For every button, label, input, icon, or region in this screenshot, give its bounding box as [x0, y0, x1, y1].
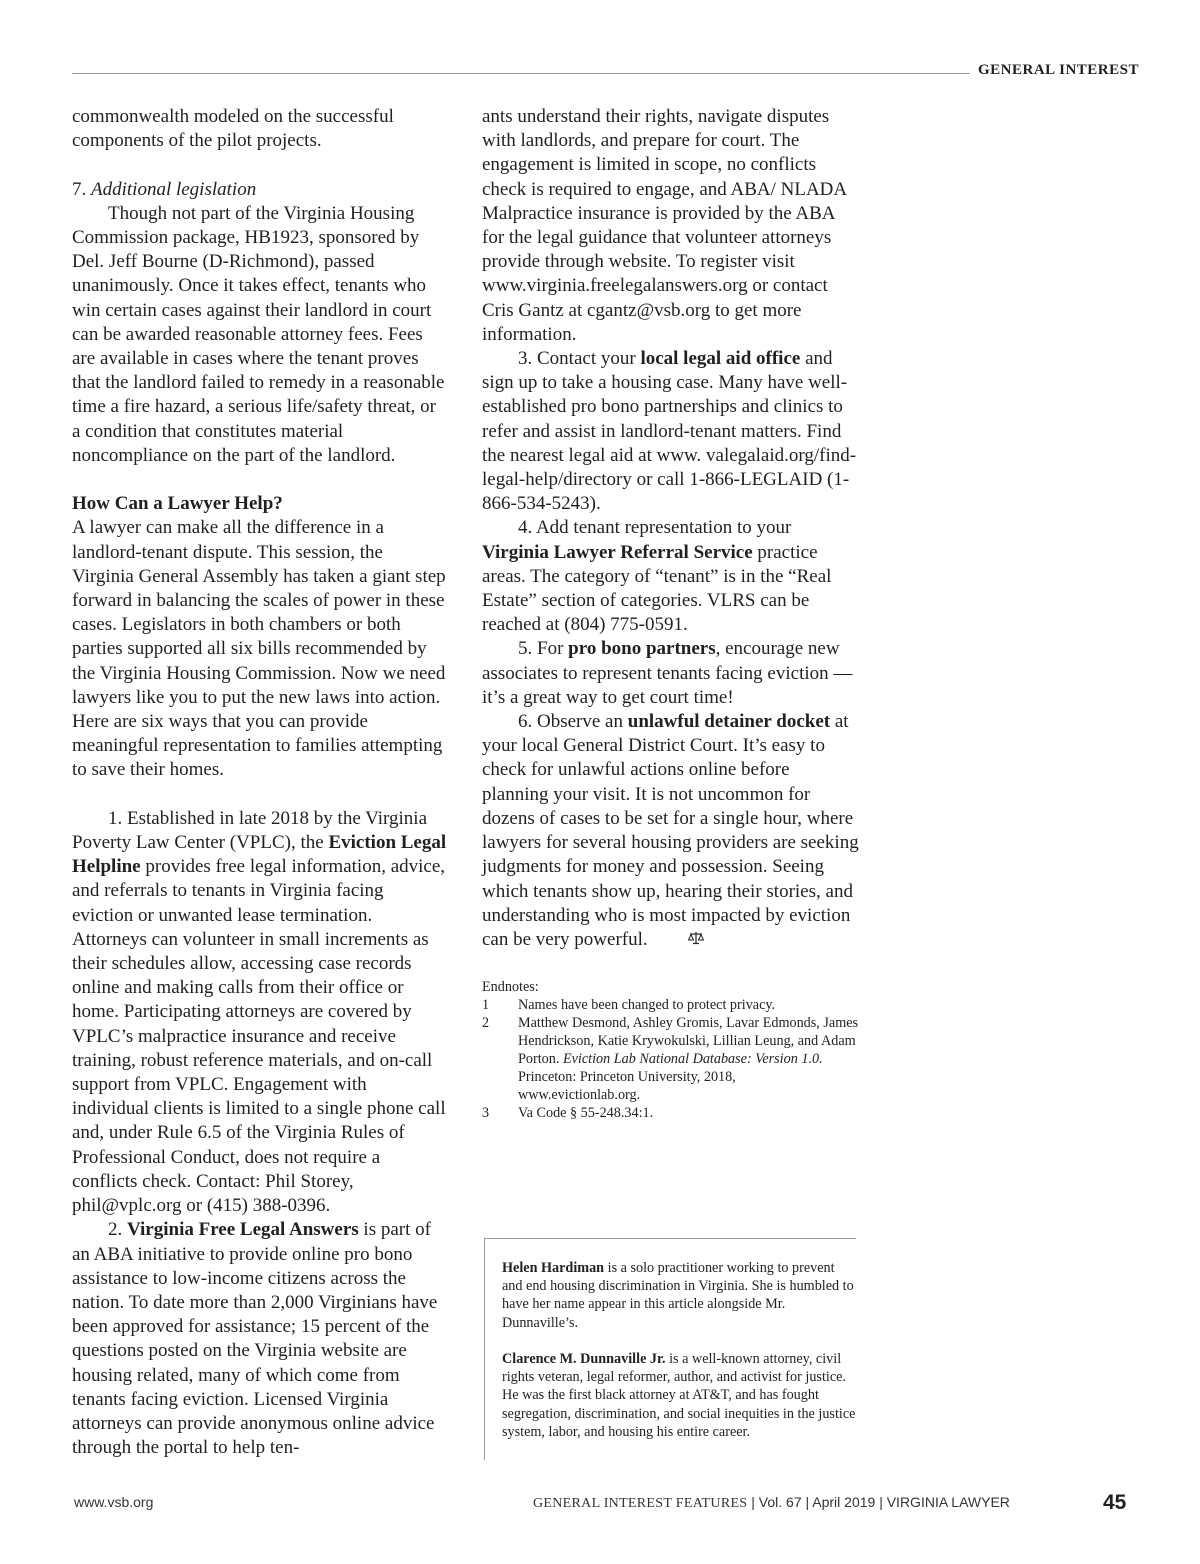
- list-item: 4. Add tenant representation to your Virginia Lawyer Referral Service practice areas. The category of “tenant” is in the “Real Estate” section of categories. VLRS can be reached at (804) 775-0591.: [482, 517, 832, 636]
- endnote-number: 3: [482, 1105, 490, 1121]
- left-column: [72, 105, 447, 1460]
- paragraph: A lawyer can make all the difference in a landlord-tenant dispute. This session, the Virginia General Assembly has taken a giant step forward in balancing the scales of power in these cases. Legislators in both chambers or both parties supported all six bills recommended by the Virginia Housing Commission. Now we need lawyers like you to put the new laws into action. Here are six ways that you can provide meaningful representation to families attempting to save their homes.: [72, 517, 446, 781]
- subsection-heading: 7. Additional legislation: [72, 178, 257, 200]
- endnote-text: Names have been changed to protect privacy.: [518, 997, 776, 1013]
- list-item: 2. Virginia Free Legal Answers is part of an ABA initiative to provide online pro bono assistance to low-income citizens across the nation. To date more than 2,000 Virginians have been approved for assistance; 15 percent of the questions posted on the Virginia website are housing related, many of which come from tenants facing eviction. Licensed Virginia attorneys can provide anonymous online advice through the portal to help ten-: [72, 1219, 438, 1459]
- paragraph: commonwealth modeled on the successful components of the pilot projects.: [72, 106, 394, 152]
- header-rule: [72, 73, 970, 74]
- endnotes: [482, 978, 860, 1122]
- bio-box-top-rule: [484, 1238, 856, 1239]
- author-bios: [502, 1259, 858, 1441]
- endnotes-title: Endnotes:: [482, 979, 539, 995]
- footer-website: www.vsb.org: [74, 1494, 154, 1510]
- page-number: 45: [1103, 1491, 1127, 1514]
- list-item: 1. Established in late 2018 by the Virginia Poverty Law Center (VPLC), the Eviction Legal Helpline provides free legal information, advice, and referrals to tenants in Virginia facing eviction or unwanted lease termination. Attorneys can volunteer in small increments as their schedules allow, accessing case records online and making calls from their office or home. Participating attorneys are covered by VPLC’s malpractice insurance and receive training, robust reference materials, and on-call support from VPLC. Engagement with individual clients is limited to a single phone call and, under Rule 6.5 of the Virginia Rules of Professional Conduct, does not require a conflicts check. Contact: Phil Storey, phil@vplc.org or (415) 388-0396.: [72, 807, 447, 1217]
- section-label: GENERAL INTEREST: [978, 62, 1139, 78]
- endnote: [482, 996, 860, 1014]
- author-bio: Clarence M. Dunnaville Jr. is a well-known attorney, civil rights veteran, legal reformer, author, and activist for justice. He was the first black attorney at AT&T, and has fought segregation, discrimination, and social inequities in the justice system, labor, and housing his entire career.: [502, 1351, 856, 1440]
- endnote: [482, 1104, 860, 1122]
- paragraph: Though not part of the Virginia Housing Commission package, HB1923, sponsored by Del. Jeff Bourne (D-Richmond), passed unanimously. Once it takes effect, tenants who win certain cases against their landlord in court can be awarded reasonable attorney fees. Fees are available in cases where the tenant proves that the landlord failed to remedy in a reasonable time a fire hazard, a serious life/safety threat, or a condition that constitutes material noncompliance on the part of the landlord.: [72, 202, 445, 466]
- endnote-number: 1: [482, 997, 490, 1013]
- bio-box-left-rule: [484, 1238, 485, 1460]
- middle-column: [482, 105, 860, 952]
- scales-of-justice-icon: [652, 928, 704, 952]
- endnote-text: Va Code § 55-248.34:1.: [518, 1105, 654, 1121]
- paragraph: ants understand their rights, navigate disputes with landlords, and prepare for court. The engagement is limited in scope, no conflicts check is required to engage, and ABA/ NLADA Malpractice insurance is provided by the ABA for the legal guidance that volunteer attorneys provide through website. To register visit www.virginia.freelegalanswers.org or contact Cris Gantz at cgantz@vsb.org to get more information.: [482, 106, 847, 345]
- endnote-number: 2: [482, 1015, 490, 1031]
- list-item: 3. Contact your local legal aid office and sign up to take a housing case. Many have well-established pro bono partnerships and clinics to refer and assist in landlord-tenant matters. Find the nearest legal aid at www. valegalaid.org/find-legal-help/directory or call 1-866-LEGLAID (1-866-534-5243).: [482, 348, 857, 515]
- endnote-text: Matthew Desmond, Ashley Gromis, Lavar Edmonds, James Hendrickson, Katie Krywokulski, Lillian Leung, and Adam Porton. Eviction Lab National Database: Version 1.0. Princeton: Princeton University, 2018, www.evictionlab.org.: [518, 1015, 859, 1103]
- section-heading: How Can a Lawyer Help?: [72, 493, 283, 515]
- list-item: 6. Observe an unlawful detainer docket at your local General District Court. It’s easy to check for unlawful actions online before planning your visit. It is not uncommon for dozens of cases to be set for a single hour, where lawyers for several housing providers are seeking judgments for money and possession. Seeing which tenants show up, hearing their stories, and understanding who is most impacted by eviction can be very powerful.: [482, 710, 860, 952]
- list-item: 5. For pro bono partners, encourage new associates to represent tenants facing eviction — it’s a great way to get court time!: [482, 638, 853, 708]
- endnote: [482, 1014, 860, 1104]
- author-bio: Helen Hardiman is a solo practitioner working to prevent and end housing discrimination in Virginia. She is humbled to have her name appear in this article alongside Mr. Dunnaville’s.: [502, 1260, 854, 1331]
- footer-publication: GENERAL INTEREST FEATURES | Vol. 67 | April 2019 | VIRGINIA LAWYER: [533, 1494, 1010, 1511]
